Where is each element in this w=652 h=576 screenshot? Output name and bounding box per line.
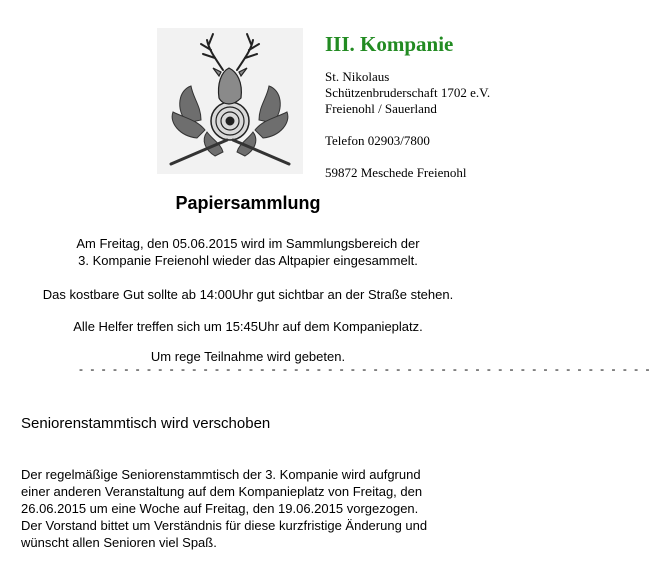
seniors-paragraph-line-5: wünscht allen Senioren viel Spaß. <box>21 535 217 550</box>
dashed-separator: - - - - - - - - - - - - - - - - - - - - - - - - - - - - - - - - - - - - - - - - - - - - - - - - - - - <box>79 362 652 376</box>
address-line-3: Freienohl / Sauerland <box>325 101 437 116</box>
city-address: 59872 Meschede Freienohl <box>325 165 467 180</box>
paper-collection-line-2: 3. Kompanie Freienohl wieder das Altpapier eingesammelt. <box>78 253 418 268</box>
paper-collection-line-4: Alle Helfer treffen sich um 15:45Uhr auf dem Kompanieplatz. <box>73 319 423 334</box>
address-line-2: Schützenbruderschaft 1702 e.V. <box>325 85 491 100</box>
paper-collection-line-5: Um rege Teilnahme wird gebeten. <box>150 349 346 364</box>
seniors-paragraph-line-4: Der Vorstand bittet um Verständnis für diese kurzfristige Änderung und <box>21 518 428 533</box>
company-title: III. Kompanie <box>325 32 454 56</box>
seniors-section-title: Seniorenstammtisch wird verschoben <box>21 415 271 432</box>
seniors-paragraph-line-2: einer anderen Veranstaltung auf dem Kompanieplatz von Freitag, den <box>21 484 423 499</box>
paper-collection-line-1: Am Freitag, den 05.06.2015 wird im Sammlungsbereich der <box>76 236 420 251</box>
stag-shooting-target-emblem-icon <box>157 28 303 174</box>
address-line-1: St. Nikolaus <box>325 69 390 84</box>
company-header <box>325 31 490 181</box>
phone-number: Telefon 02903/7800 <box>325 133 430 148</box>
paper-collection-line-3: Das kostbare Gut sollte ab 14:00Uhr gut sichtbar an der Straße stehen. <box>42 287 454 302</box>
company-logo <box>157 28 303 174</box>
seniors-paragraph-line-1: Der regelmäßige Seniorenstammtisch der 3. Kompanie wird aufgrund <box>21 467 421 482</box>
paper-collection-heading: Papiersammlung <box>175 193 321 213</box>
seniors-paragraph-line-3: 26.06.2015 um eine Woche auf Freitag, den 19.06.2015 vorgezogen. <box>21 501 419 516</box>
